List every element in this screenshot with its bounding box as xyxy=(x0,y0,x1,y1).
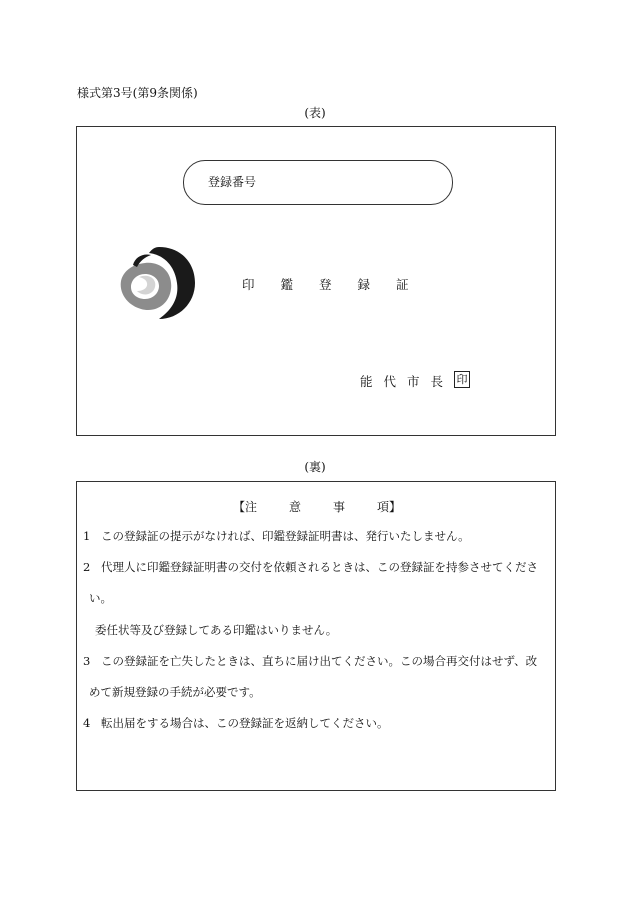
note-number: 2 xyxy=(83,560,91,574)
city-emblem-icon xyxy=(115,243,197,321)
note-continuation xyxy=(89,583,555,613)
note-text: めて新規登録の手続が必要です。 xyxy=(89,685,261,699)
front-side-label: (表) xyxy=(304,106,326,120)
note-number: 3 xyxy=(83,654,91,668)
notice-title xyxy=(77,498,557,515)
note-item xyxy=(83,646,549,676)
note-text: この登録証の提示がなければ、印鑑登録証明書は、発行いたしません。 xyxy=(101,529,470,543)
seal-stamp: 印 xyxy=(454,371,470,388)
notice-title-word: 項】 xyxy=(377,500,402,514)
notice-title-word: 事 xyxy=(333,500,346,514)
form-label: 様式第3号(第9条関係) xyxy=(77,86,198,100)
back-side-label: (裏) xyxy=(304,460,326,474)
notice-title-word: 【注 xyxy=(232,500,257,514)
note-number: 1 xyxy=(83,529,91,543)
note-number: 4 xyxy=(83,716,91,730)
certificate-front-card xyxy=(76,126,556,436)
note-text: 代理人に印鑑登録証明書の交付を依頼されるときは、この登録証を持参させてくださ xyxy=(101,560,538,574)
note-text: 転出届をする場合は、この登録証を返納してください。 xyxy=(101,716,389,730)
note-subitem xyxy=(95,615,561,645)
note-text: この登録証を亡失したときは、直ちに届け出てください。この場合再交付はせず、改 xyxy=(101,654,538,668)
note-text: 委任状等及び登録してある印鑑はいりません。 xyxy=(95,623,338,637)
registration-number-box xyxy=(183,160,453,205)
note-continuation xyxy=(89,677,555,707)
certificate-back-card xyxy=(76,481,556,791)
mayor-name: 能代市長 xyxy=(360,374,455,389)
notice-title-word: 意 xyxy=(288,500,301,514)
note-text: い。 xyxy=(89,591,112,605)
registration-number-label: 登録番号 xyxy=(208,175,257,189)
note-item xyxy=(83,552,549,582)
note-item xyxy=(83,521,549,551)
certificate-title: 印鑑登録証 xyxy=(242,277,435,292)
note-item xyxy=(83,708,549,738)
